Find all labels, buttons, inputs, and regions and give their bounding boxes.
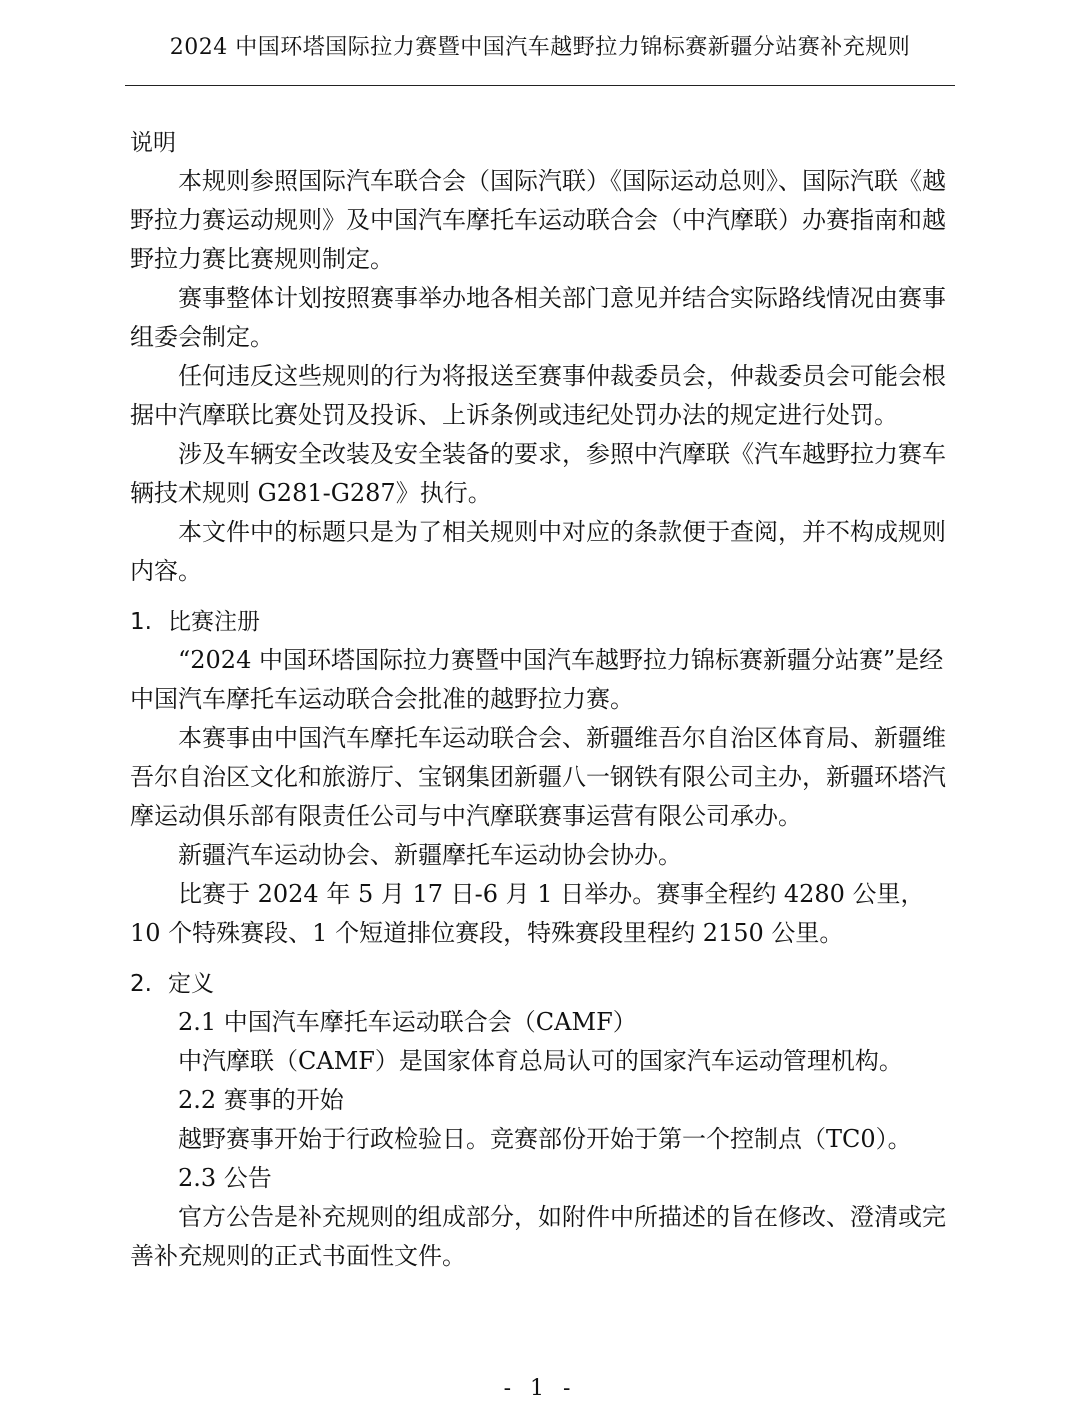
section-number: 2. bbox=[130, 971, 152, 997]
definition-title: 2.1 中国汽车摩托车运动联合会（CAMF） bbox=[178, 1008, 637, 1036]
section1-paragraph: 比赛于 2024 年 5 月 17 日-6 月 1 日举办。赛事全程约 4280 公里，10 个特殊赛段、1 个短道排位赛段，特殊赛段里程约 2150 公里。 bbox=[130, 880, 925, 947]
intro-paragraph: 任何违反这些规则的行为将报送至赛事仲裁委员会，仲裁委员会可能会根据中汽摩联比赛处罚及投诉、上诉条例或违纪处罚办法的规定进行处罚。 bbox=[130, 362, 946, 429]
section-number: 1. bbox=[130, 609, 152, 635]
section1-paragraph: “2024 中国环塔国际拉力赛暨中国汽车越野拉力锦标赛新疆分站赛”是经中国汽车摩托车运动联合会批准的越野拉力赛。 bbox=[130, 646, 944, 713]
intro-paragraph: 涉及车辆安全改装及安全装备的要求，参照中汽摩联《汽车越野拉力赛车辆技术规则 G281-G287》执行。 bbox=[130, 440, 946, 507]
section-heading-registration bbox=[130, 603, 952, 641]
section1-paragraph: 本赛事由中国汽车摩托车运动联合会、新疆维吾尔自治区体育局、新疆维吾尔自治区文化和旅游厅、宝钢集团新疆八一钢铁有限公司主办，新疆环塔汽摩运动俱乐部有限责任公司与中汽摩联赛事运营有限公司承办。 bbox=[130, 724, 946, 830]
definition-text: 官方公告是补充规则的组成部分，如附件中所描述的旨在修改、澄清或完善补充规则的正式书面性文件。 bbox=[130, 1203, 946, 1270]
header-divider bbox=[125, 85, 955, 86]
section-title: 定义 bbox=[168, 971, 214, 997]
page-number: - 1 - bbox=[503, 1376, 577, 1401]
definition-title: 2.2 赛事的开始 bbox=[178, 1086, 344, 1114]
section1-paragraph: 新疆汽车运动协会、新疆摩托车运动协会协办。 bbox=[178, 841, 682, 869]
intro-paragraph: 本文件中的标题只是为了相关规则中对应的条款便于查阅，并不构成规则内容。 bbox=[130, 518, 946, 585]
definition-text: 中汽摩联（CAMF）是国家体育总局认可的国家汽车运动管理机构。 bbox=[178, 1047, 903, 1075]
document-body bbox=[130, 124, 952, 1276]
document-header: 2024 中国环塔国际拉力赛暨中国汽车越野拉力锦标赛新疆分站赛补充规则 bbox=[169, 35, 911, 60]
definition-text: 越野赛事开始于行政检验日。竞赛部份开始于第一个控制点（TC0）。 bbox=[178, 1125, 912, 1153]
section-heading-definitions bbox=[130, 965, 952, 1003]
section-title: 比赛注册 bbox=[168, 609, 260, 635]
intro-paragraph: 赛事整体计划按照赛事举办地各相关部门意见并结合实际路线情况由赛事组委会制定。 bbox=[130, 284, 946, 351]
intro-paragraph: 本规则参照国际汽车联合会（国际汽联）《国际运动总则》、国际汽联《越野拉力赛运动规则》及中国汽车摩托车运动联合会（中汽摩联）办赛指南和越野拉力赛比赛规则制定。 bbox=[130, 167, 946, 273]
definition-title: 2.3 公告 bbox=[178, 1164, 272, 1192]
intro-heading: 说明 bbox=[130, 130, 176, 156]
